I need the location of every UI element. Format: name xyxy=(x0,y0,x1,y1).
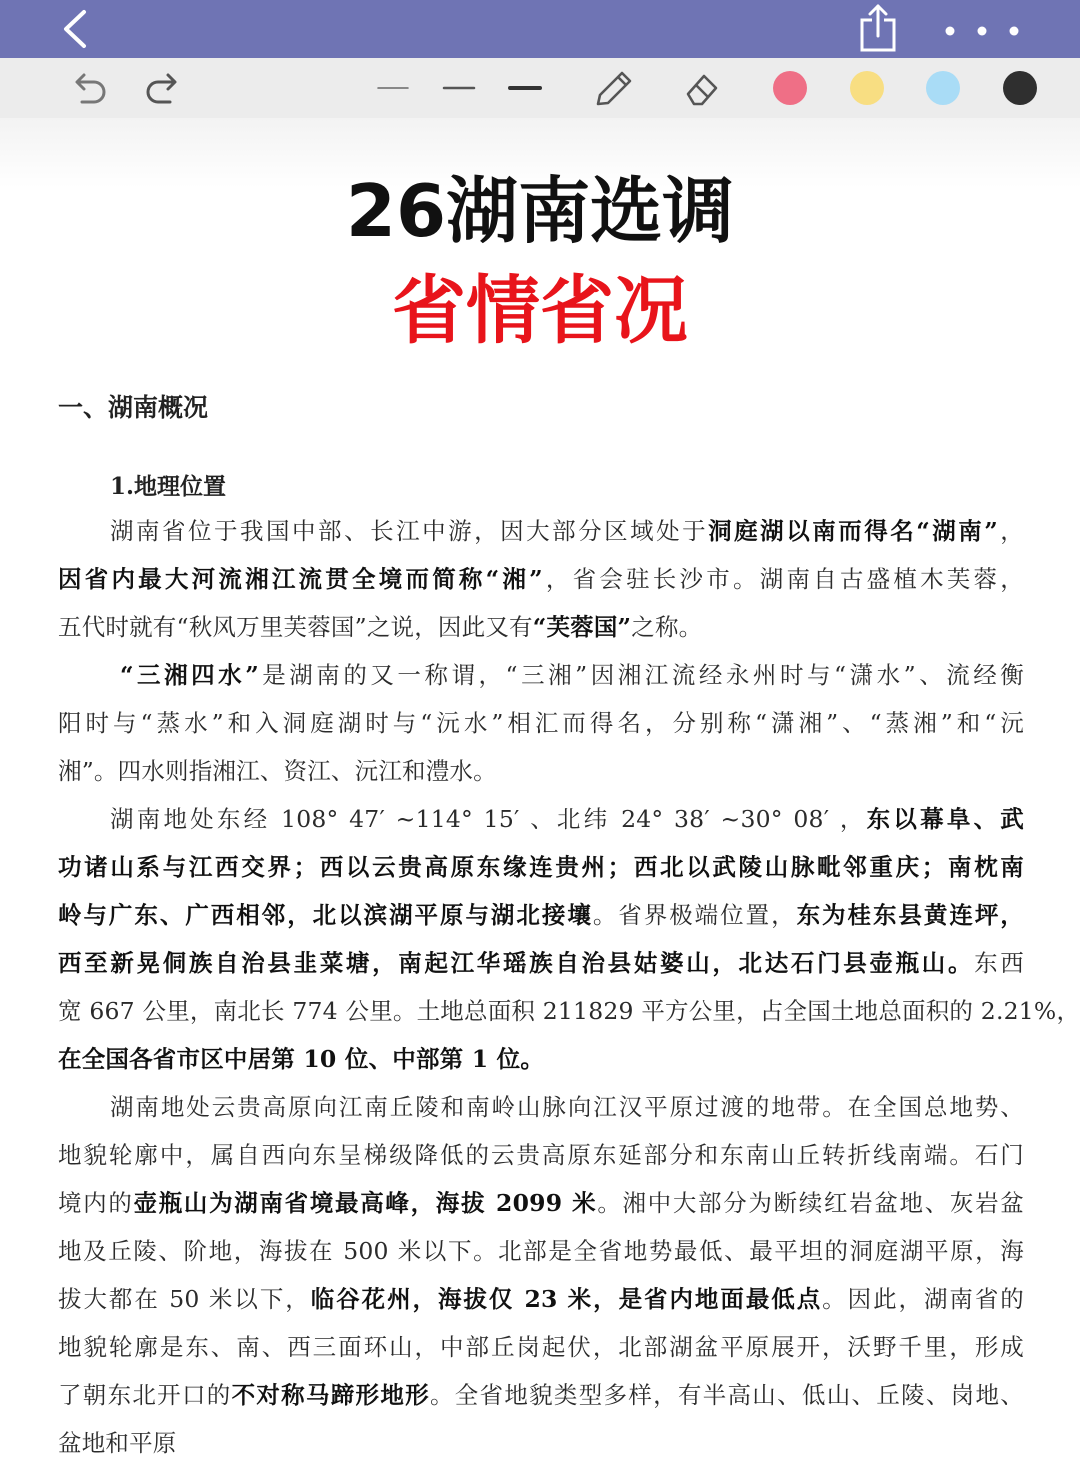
eraser-icon[interactable] xyxy=(680,68,724,108)
body-line xyxy=(58,747,1024,795)
document-body xyxy=(58,507,1080,1467)
body-line xyxy=(58,699,1024,747)
body-line xyxy=(58,939,1024,987)
text-run: 。全省地貌类型多样，有半高山、低山、丘陵、岗地、 xyxy=(429,1381,1024,1409)
share-icon[interactable] xyxy=(856,2,900,54)
bold-text-run: 东以幕阜、武 xyxy=(866,805,1024,833)
body-line xyxy=(58,1083,1024,1131)
text-run: 境内的 xyxy=(58,1189,134,1217)
bold-text-run: 因省内最大河流湘江流贯全境而简称“湘” xyxy=(58,565,543,593)
undo-icon[interactable] xyxy=(66,68,110,108)
bold-text-run: 壶瓶山为湖南省境最高峰，海拔 2099 米 xyxy=(133,1189,598,1217)
more-dots-icon[interactable] xyxy=(936,20,1032,42)
bold-text-run: 功诸山系与江西交界；西以云贵高原东缘连贵州；西北以武陵山脉毗邻重庆；南枕南 xyxy=(58,853,1024,881)
bold-text-run: “芙蓉国” xyxy=(532,613,632,641)
body-line xyxy=(58,1131,1024,1179)
text-run: ，省会驻长沙市。湖南自古盛植木芙蓉， xyxy=(542,565,1024,593)
top-app-bar xyxy=(0,0,1080,58)
text-run: 湖南地处东经 108° 47′ ~114° 15′ 、北纬 24° 38′ ~30° 08′ ， xyxy=(110,805,867,833)
thick-stroke-option[interactable] xyxy=(504,68,548,108)
body-line xyxy=(58,603,1024,651)
body-line xyxy=(58,555,1024,603)
body-line xyxy=(58,507,1024,555)
text-run: 。湘中大部分为断续红岩盆地、灰岩盆 xyxy=(597,1189,1024,1217)
bold-text-run: 东为桂东县黄连坪， xyxy=(796,901,1024,929)
bold-text-run: 洞庭湖以南而得名“湖南” xyxy=(708,517,998,545)
body-line xyxy=(58,795,1024,843)
section-heading: 一、湖南概况 xyxy=(58,393,209,422)
body-line xyxy=(58,843,1024,891)
document-subtitle: 省情省况 xyxy=(392,268,688,354)
body-line xyxy=(58,1419,1024,1467)
bold-text-run: 不对称马蹄形地形 xyxy=(231,1381,430,1409)
text-run: 湖南地处云贵高原向江南丘陵和南岭山脉向江汉平原过渡的地带。在全国总地势、 xyxy=(110,1093,1024,1121)
text-run: 阳时与“蒸水”和入洞庭湖时与“沅水”相汇而得名，分别称“潇湘”、“蒸湘”和“沅 xyxy=(58,709,1024,737)
body-line xyxy=(58,1275,1024,1323)
redo-icon[interactable] xyxy=(142,68,186,108)
text-run: 地貌轮廓是东、南、西三面环山，中部丘岗起伏，北部湖盆平原展开，沃野千里，形成 xyxy=(58,1333,1024,1361)
pen-icon[interactable] xyxy=(592,68,636,108)
body-line xyxy=(58,1035,1024,1083)
document-title: 26湖南选调 xyxy=(345,169,735,253)
text-run: 盆地和平原 xyxy=(58,1429,177,1457)
bold-text-run: 临谷花州，海拔仅 23 米，是省内地面最低点 xyxy=(310,1285,823,1313)
body-line xyxy=(58,1179,1024,1227)
blue-color-swatch[interactable] xyxy=(926,71,960,105)
text-run: ， xyxy=(997,517,1024,545)
body-line xyxy=(58,987,1080,1035)
bold-text-run: 岭与广东、广西相邻，北以滨湖平原与湖北接壤 xyxy=(58,901,593,929)
yellow-color-swatch[interactable] xyxy=(850,71,884,105)
chevron-left-icon[interactable] xyxy=(56,8,96,50)
text-run: 之称。 xyxy=(631,613,703,641)
text-run: 。因此，湖南省的 xyxy=(822,1285,1025,1313)
text-run: 是湖南的又一称谓，“三湘”因湘江流经永州时与“潇水”、流经衡 xyxy=(258,661,1024,689)
text-run: 湖南省位于我国中部、长江中游，因大部分区域处于 xyxy=(110,517,709,545)
body-line xyxy=(58,1227,1024,1275)
body-line xyxy=(58,891,1024,939)
pink-color-swatch[interactable] xyxy=(773,71,807,105)
body-line xyxy=(58,1371,1024,1419)
subsection-heading: 1.地理位置 xyxy=(110,473,227,500)
annotation-toolbar xyxy=(0,58,1080,118)
text-run: 湘”。四水则指湘江、资江、沅江和澧水。 xyxy=(58,757,497,785)
text-run: 东西 xyxy=(974,949,1024,977)
medium-stroke-option[interactable] xyxy=(438,68,482,108)
text-run: 宽 667 公里，南北长 774 公里。土地总面积 211829 平方公里，占全国土地总面积的 2.21%， xyxy=(58,997,1080,1025)
text-run: 。省界极端位置， xyxy=(592,901,797,929)
bold-text-run: 在全国各省市区中居第 10 位、中部第 1 位。 xyxy=(58,1045,545,1073)
text-run: 地貌轮廓中，属自西向东呈梯级降低的云贵高原东延部分和东南山丘转折线南端。石门 xyxy=(58,1141,1024,1169)
bold-text-run: “三湘四水” xyxy=(120,661,259,689)
body-line xyxy=(58,1323,1024,1371)
thin-stroke-option[interactable] xyxy=(372,68,416,108)
text-run: 拔大都在 50 米以下， xyxy=(58,1285,311,1313)
text-run: 五代时就有“秋风万里芙蓉国”之说，因此又有 xyxy=(58,613,533,641)
text-run: 地及丘陵、阶地，海拔在 500 米以下。北部是全省地势最低、最平坦的洞庭湖平原，海 xyxy=(58,1237,1024,1265)
bold-text-run: 西至新晃侗族自治县韭菜塘，南起江华瑶族自治县姑婆山，北达石门县壶瓶山。 xyxy=(58,949,975,977)
black-color-swatch[interactable] xyxy=(1003,71,1037,105)
body-line xyxy=(58,651,1024,699)
text-run: 了朝东北开口的 xyxy=(58,1381,232,1409)
